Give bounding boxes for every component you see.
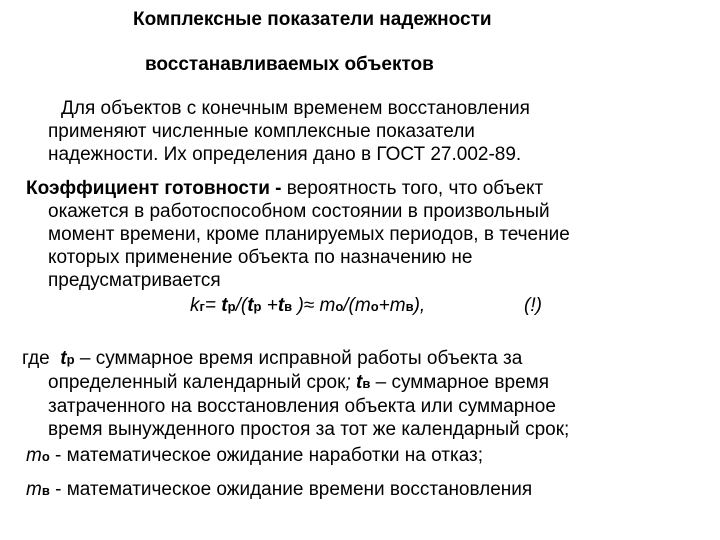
formula-plus: + [261, 295, 278, 316]
availability-text-1: вероятность того, что объект [281, 178, 544, 199]
formula-plus2: +m [378, 295, 406, 316]
intro-paragraph [48, 97, 530, 166]
def-m-v-symbol: m [26, 479, 42, 500]
availability-paragraph [26, 177, 570, 292]
formula-eq: = [204, 295, 222, 316]
where-line-2-rest: – суммарное время [370, 372, 549, 393]
availability-line-2: окажется в работоспособном состоянии в произвольный [48, 201, 550, 222]
where-line-1-text: – суммарное время исправной работы объекта за [74, 348, 523, 369]
where-line-3: затраченного на восстановления объекта или суммарное [48, 396, 556, 417]
definition-m-o-line [26, 444, 483, 468]
formula-t3-sub: в [284, 299, 293, 314]
title-line-2: восстанавливаемых объектов [145, 54, 434, 75]
where-tv-sub: в [362, 376, 371, 391]
where-line-2 [22, 371, 569, 395]
where-line-2-start: определенный календарный срок [48, 372, 346, 393]
availability-line-4: которых применение объекта по назначению не [48, 247, 473, 268]
formula-slash: /( [235, 295, 248, 316]
def-m-o-symbol: m [26, 445, 42, 466]
availability-line-1 [26, 177, 570, 200]
where-line-1 [22, 347, 569, 371]
availability-line-3: момент времени, кроме планируемых периодов, в течение [48, 224, 570, 245]
availability-line-5: предусматривается [48, 270, 221, 291]
formula-m1-sub: о [335, 299, 344, 314]
definition-m-o [26, 444, 483, 468]
where-tv-symbol: t [356, 372, 363, 393]
where-t-sub: р [66, 352, 75, 367]
intro-line-1: Для объектов с конечным временем восстановления [61, 98, 530, 119]
where-lead: где [22, 348, 50, 369]
formula-m2-sub: о [370, 299, 379, 314]
formula-t3: t [277, 295, 285, 316]
where-line-4: время вынужденного простоя за тот же календарный срок; [48, 419, 570, 440]
formula-close: ), [413, 295, 426, 316]
def-m-v-text: - математическое ожидание времени восстановления [49, 479, 533, 500]
formula-t2: t [247, 295, 254, 316]
def-m-o-text: - математическое ожидание наработки на отказ; [49, 445, 484, 466]
intro-line-2: применяют численные комплексные показатели [48, 121, 475, 142]
where-t-symbol: t [60, 348, 67, 369]
def-m-v-sub: в [41, 483, 50, 498]
where-paragraph [22, 347, 569, 441]
definition-m-v-line [26, 478, 532, 502]
formula-m3-sub: в [405, 299, 414, 314]
def-m-o-sub: о [41, 449, 50, 464]
formula-k-sub: г [199, 299, 205, 314]
formula-mark: (!) [524, 295, 542, 316]
formula-t1-sub: р [227, 299, 236, 314]
formula-approx: )≈ m [292, 295, 336, 316]
availability-term: Коэффициент готовности - [26, 178, 282, 199]
formula-t1: t [221, 295, 228, 316]
intro-line-3: надежности. Их определения дано в ГОСТ 27.002-89. [48, 144, 522, 165]
formula-k: k [190, 295, 200, 316]
formula-open: /(m [343, 295, 371, 316]
definition-m-v [26, 478, 532, 502]
where-semicolon: ; [345, 372, 351, 393]
title-line-1: Комплексные показатели надежности [133, 9, 492, 30]
availability-formula [190, 294, 425, 318]
formula-t2-sub: р [253, 299, 262, 314]
